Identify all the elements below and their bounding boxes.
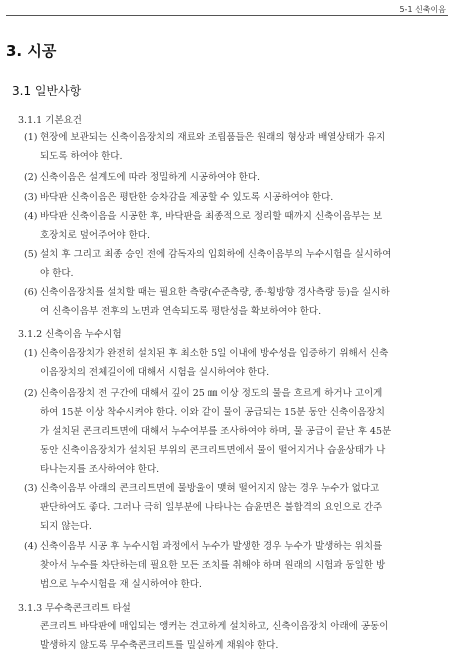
item-number: (2) <box>24 388 38 399</box>
item-number: (4) <box>24 541 38 552</box>
section-title: 3.1 일반사항 <box>12 84 82 98</box>
item-text: 신축이음부 시공 후 누수시험 과정에서 누수가 발생한 경우 누수가 발생하는 위치를 찾아서 누수를 차단하는데 필요한 모든 조치를 취해야 하며 원래의 시험과 동일한 방 법으로 누수시험을 재 실시하여야 한다. <box>40 541 386 590</box>
list-item <box>24 245 444 283</box>
list-item <box>24 479 444 536</box>
list-item <box>24 188 444 207</box>
list-item <box>24 384 444 479</box>
item-text: 신축이음장치가 완전히 설치된 후 최소한 5일 이내에 방수성을 입증하기 위해서 신축 이음장치의 전체길이에 대해서 시험을 실시하여야 한다. <box>40 348 389 378</box>
subsection-heading: 3.1.2 신축이음 누수시험 <box>18 329 122 340</box>
list-item <box>24 207 444 245</box>
chapter-title: 3. 시공 <box>6 42 57 60</box>
item-number: (5) <box>24 249 38 260</box>
item-number: (1) <box>24 348 38 359</box>
item-text: 신축이음부 아래의 콘크리트면에 물방울이 맺혀 떨어지지 않는 경우 누수가 없다고 판단하여도 좋다. 그러나 극히 일부분에 나타나는 습윤면은 불합격의 요인으로 간주 되지 않는다. <box>40 483 383 532</box>
subsection-heading: 3.1.3 무수축콘크리트 타설 <box>18 603 131 614</box>
item-number: (3) <box>24 483 38 494</box>
paragraph: 콘크리트 바닥판에 매입되는 앵커는 견고하게 설치하고, 신축이음장치 아래에 공동이 발생하지 않도록 무수축콘크리트를 밀실하게 채워야 한다. <box>40 621 389 651</box>
item-text: 신축이음은 설계도에 따라 정밀하게 시공하여야 한다. <box>40 172 261 183</box>
item-number: (4) <box>24 211 38 222</box>
list-item <box>24 128 444 166</box>
item-text: 신축이음장치 전 구간에 대해서 깊이 25 ㎜ 이상 정도의 물을 흐르게 하거나 고이게 하여 15분 이상 착수시켜야 한다. 이와 같이 물이 공급되는 15분 동안 신축이음장치 가 설치된 콘크리트면에 대해서 누수여부를 조사하여야 하며, 물 공급이 끝난 후 45분 동안 신축이음장치가 설치된 부위의 콘크리트면에서 물이 떨어지거나 습윤상태가 나 타나는지를 조사하여야 한다. <box>40 388 392 475</box>
item-text: 신축이음장치를 설치할 때는 필요한 측량(수준측량, 종·횡방향 경사측량 등)을 실시하 여 신축이음부 전후의 노면과 연속되도록 평탄성을 확보하여야 한다. <box>40 287 390 317</box>
header-tag: 5-1 신축이음 <box>399 5 446 14</box>
item-text: 바닥판 신축이음은 평탄한 승차감을 제공할 수 있도록 시공하여야 한다. <box>40 192 334 203</box>
list-item <box>24 283 444 321</box>
list-item <box>24 537 444 594</box>
list-item <box>24 344 444 382</box>
item-number: (2) <box>24 172 38 183</box>
list-item <box>24 168 444 187</box>
item-number: (3) <box>24 192 38 203</box>
item-number: (1) <box>24 132 38 143</box>
item-text: 바닥판 신축이음을 시공한 후, 바닥판을 최종적으로 정리할 때까지 신축이음부는 보 호장치로 덮어주어야 한다. <box>40 211 383 241</box>
subsection-heading: 3.1.1 기본요건 <box>18 115 82 126</box>
item-text: 현장에 보관되는 신축이음장치의 재료와 조립품들은 원래의 형상과 배열상태가 유지 되도록 하여야 한다. <box>40 132 386 162</box>
item-text: 설치 후 그리고 최종 승인 전에 감독자의 입회하에 신축이음부의 누수시험을 실시하여 야 한다. <box>40 249 392 279</box>
item-number: (6) <box>24 287 38 298</box>
header-rule <box>6 15 448 16</box>
